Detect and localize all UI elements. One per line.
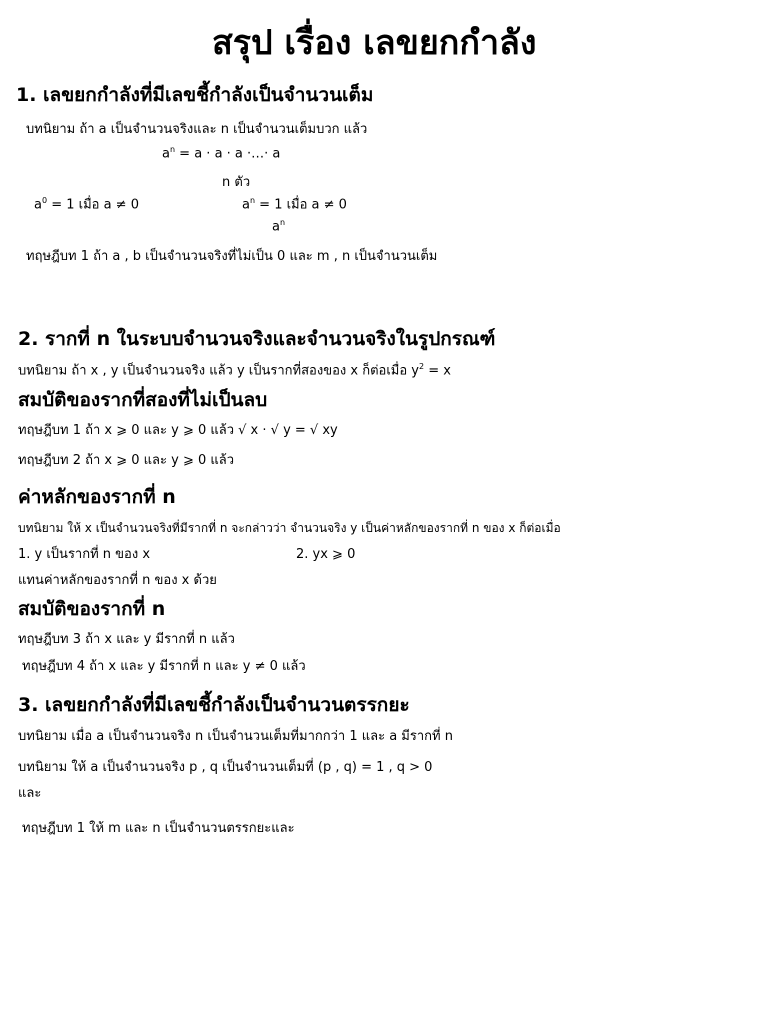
section3-heading: 3. เลขยกกำลังที่มีเลขชี้กำลังเป็นจำนวนตรรกยะ: [18, 694, 410, 716]
section1-definition: บทนิยาม ถ้า a เป็นจำนวนจริงและ n เป็นจำนวนเต็มบวก แล้ว: [26, 122, 368, 137]
section1-zero-exponent: $a^0 = 1$ เมื่อ a ≠ 0: [34, 196, 139, 213]
section2-notation: แทนค่าหลักของรากที่ n ของ x ด้วย: [18, 573, 217, 588]
section2-subheading-principal-root: ค่าหลักของรากที่ n: [18, 486, 176, 508]
section2-principal-definition: บทนิยาม ให้ x เป็นจำนวนจริงที่มีรากที่ n จะกล่าวว่า จำนวนจริง y เป็นค่าหลักของรากที่ n ของ x ก็ต่อเมื่อ: [18, 521, 561, 535]
section3-theorem: ทฤษฎีบท 1 ให้ m และ n เป็นจำนวนตรรกยะและ: [22, 821, 295, 836]
section2-subheading-nth-root-properties: สมบัติของรากที่ n: [18, 598, 166, 620]
section1-negative-exponent: $a^n = 1$ เมื่อ a ≠ 0: [242, 196, 347, 213]
section2-heading: 2. รากที่ n ในระบบจำนวนจริงและจำนวนจริงในรูปกรณฑ์: [18, 328, 496, 350]
section1-negative-denominator: $a^n$: [272, 218, 286, 235]
section2-condition2: 2. yx ⩾ 0: [296, 547, 356, 562]
section2-condition1: 1. y เป็นรากที่ n ของ x: [18, 547, 151, 562]
section1-n-times: n ตัว: [222, 175, 251, 190]
section3-definition1: บทนิยาม เมื่อ a เป็นจำนวนจริง n เป็นจำนวนเต็มที่มากกว่า 1 และ a มีรากที่ n: [18, 729, 453, 744]
section1-heading: 1. เลขยกกำลังที่มีเลขชี้กำลังเป็นจำนวนเต็ม: [16, 84, 374, 106]
section1-theorem: ทฤษฎีบท 1 ถ้า a , b เป็นจำนวนจริงที่ไม่เป็น 0 และ m , n เป็นจำนวนเต็ม: [26, 249, 438, 264]
section3-definition2: บทนิยาม ให้ a เป็นจำนวนจริง p , q เป็นจำนวนเต็มที่ (p , q) = 1 , q > 0: [18, 760, 433, 775]
section3-and: และ: [18, 786, 42, 801]
section2-theorem3: ทฤษฎีบท 3 ถ้า x และ y มีรากที่ n แล้ว: [18, 632, 235, 647]
section2-theorem2: ทฤษฎีบท 2 ถ้า x ⩾ 0 และ y ⩾ 0 แล้ว: [18, 453, 235, 468]
section2-theorem4: ทฤษฎีบท 4 ถ้า x และ y มีรากที่ n และ y ≠ 0 แล้ว: [22, 659, 306, 674]
section2-definition: บทนิยาม ถ้า x , y เป็นจำนวนจริง แล้ว y เป็นรากที่สองของ x ก็ต่อเมื่อ $y^2 = x$: [18, 362, 451, 379]
section2-subheading-nonnegative-roots: สมบัติของรากที่สองที่ไม่เป็นลบ: [18, 389, 268, 411]
section1-formula: $a^n = a \cdot a \cdot a$ ·…· a: [162, 145, 281, 162]
section2-theorem1: ทฤษฎีบท 1 ถ้า x ⩾ 0 และ y ⩾ 0 แล้ว √ x · √ y = √ xy: [18, 423, 338, 438]
page-title: สรุป เรื่อง เลขยกกำลัง: [212, 23, 537, 63]
